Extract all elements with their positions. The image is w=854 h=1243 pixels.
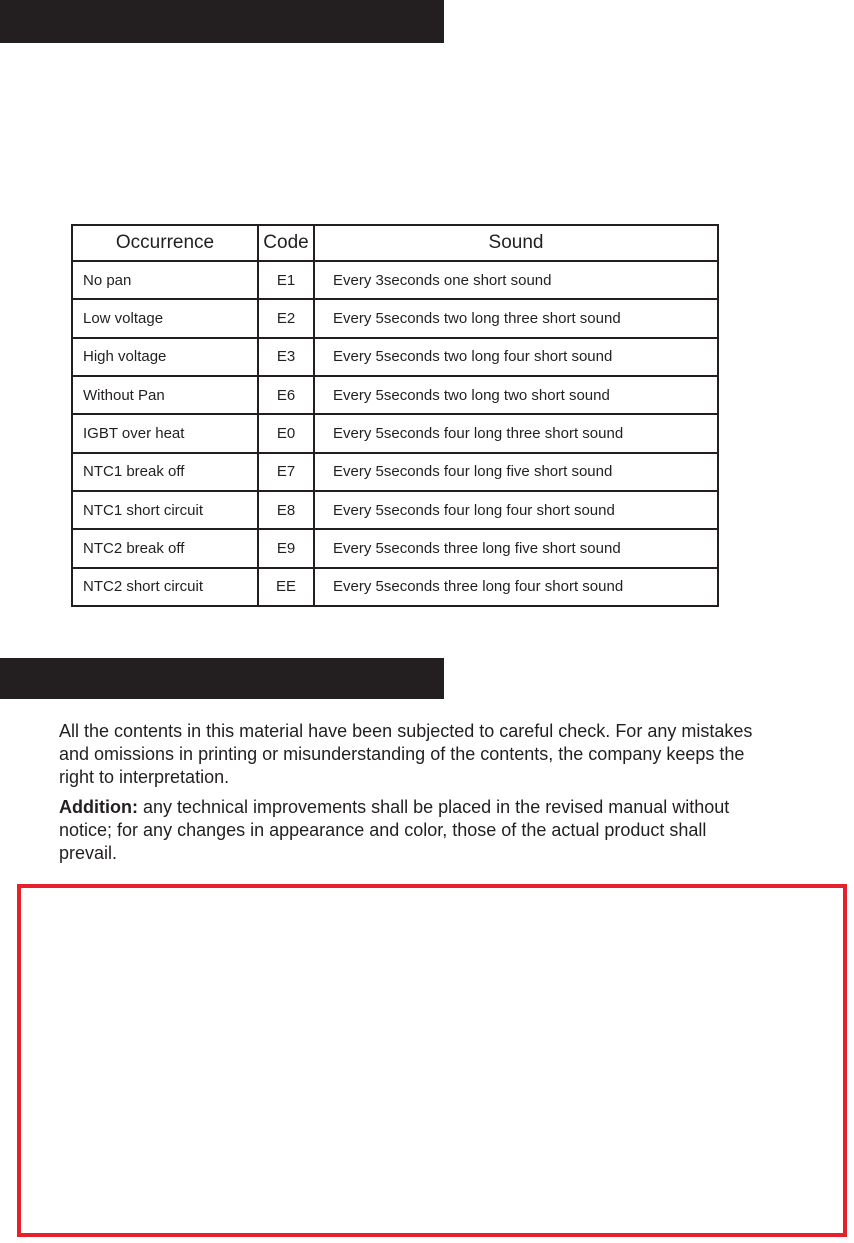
- header-code: Code: [258, 225, 314, 261]
- code-cell: E6: [258, 376, 314, 414]
- code-cell: E9: [258, 529, 314, 567]
- sound-cell: Every 5seconds three long four short sound: [314, 568, 718, 606]
- occurrence-cell: High voltage: [72, 338, 258, 376]
- occurrence-cell: NTC2 break off: [72, 529, 258, 567]
- table-row: [72, 376, 718, 414]
- occurrence-cell: NTC1 short circuit: [72, 491, 258, 529]
- header-occurrence: Occurrence: [72, 225, 258, 261]
- code-cell: EE: [258, 568, 314, 606]
- code-cell: E3: [258, 338, 314, 376]
- code-cell: E1: [258, 261, 314, 299]
- table-row: [72, 529, 718, 567]
- header-sound: Sound: [314, 225, 718, 261]
- sound-cell: Every 5seconds four long four short sound: [314, 491, 718, 529]
- section-header-bar-error-codes: [0, 0, 444, 43]
- occurrence-cell: IGBT over heat: [72, 414, 258, 452]
- red-outline-frame: [17, 884, 847, 1237]
- sound-cell: Every 5seconds two long four short sound: [314, 338, 718, 376]
- addition-paragraph: [59, 796, 759, 865]
- sound-cell: Every 5seconds four long three short sound: [314, 414, 718, 452]
- addition-label: Addition:: [59, 797, 138, 817]
- table-row: [72, 299, 718, 337]
- table-row: [72, 261, 718, 299]
- code-cell: E2: [258, 299, 314, 337]
- table-row: [72, 338, 718, 376]
- table-row: [72, 414, 718, 452]
- occurrence-cell: NTC1 break off: [72, 453, 258, 491]
- code-cell: E0: [258, 414, 314, 452]
- notice-paragraph: All the contents in this material have been subjected to careful check. For any mistakes and omissions in printing or misunderstanding of the contents, the company keeps the right to interpretation.: [59, 721, 753, 787]
- occurrence-cell: NTC2 short circuit: [72, 568, 258, 606]
- sound-cell: Every 5seconds two long two short sound: [314, 376, 718, 414]
- occurrence-cell: Without Pan: [72, 376, 258, 414]
- occurrence-cell: Low voltage: [72, 299, 258, 337]
- table-header-row: [72, 225, 718, 261]
- table-row: [72, 491, 718, 529]
- sound-cell: Every 5seconds four long five short sound: [314, 453, 718, 491]
- section-header-bar-notice: [0, 658, 444, 699]
- sound-cell: Every 5seconds two long three short sound: [314, 299, 718, 337]
- code-cell: E8: [258, 491, 314, 529]
- table-row: [72, 568, 718, 606]
- error-code-table: [71, 224, 719, 607]
- table-row: [72, 453, 718, 491]
- occurrence-cell: No pan: [72, 261, 258, 299]
- code-cell: E7: [258, 453, 314, 491]
- sound-cell: Every 5seconds three long five short sound: [314, 529, 718, 567]
- addition-text: any technical improvements shall be placed in the revised manual without notice; for any changes in appearance and color, those of the actual product shall prevail.: [59, 797, 730, 863]
- sound-cell: Every 3seconds one short sound: [314, 261, 718, 299]
